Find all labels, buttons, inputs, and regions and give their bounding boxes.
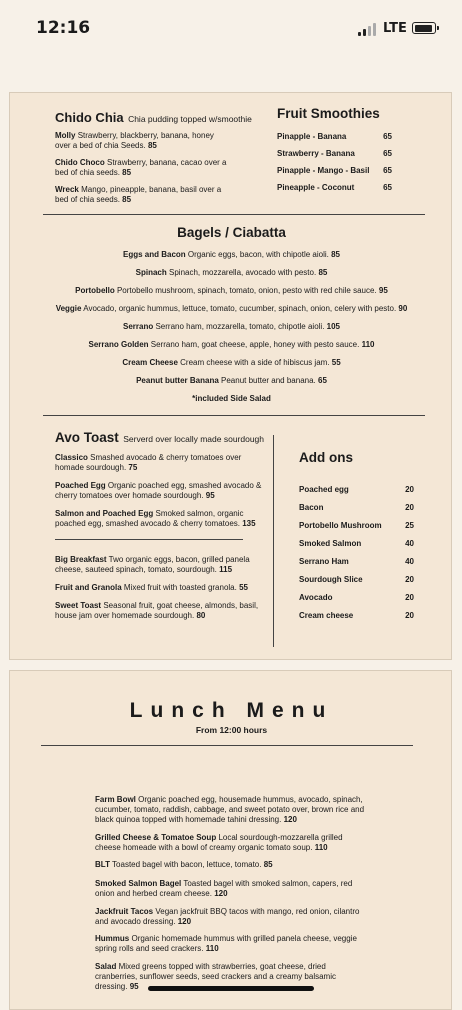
- addon-price: 20: [405, 503, 414, 512]
- avo-toast-header: [55, 428, 264, 448]
- smoothie-item: Strawberry - Banana: [277, 149, 355, 158]
- smoothie-price: 65: [383, 149, 392, 158]
- divider: [41, 745, 413, 746]
- addon-price: 20: [405, 485, 414, 494]
- smoothies-title: Fruit Smoothies: [277, 106, 380, 121]
- battery-icon: [412, 22, 436, 34]
- addon-item: Poached egg: [299, 485, 349, 494]
- menu-item: Sweet Toast Seasonal fruit, goat cheese, almonds, basil, house jam over homemade sourdough. 80: [55, 601, 259, 620]
- addon-price: 25: [405, 521, 414, 530]
- addon-item: Avocado: [299, 593, 333, 602]
- addons-title: Add ons: [299, 450, 353, 465]
- menu-item: Serrano Golden Serrano ham, goat cheese, apple, honey with pesto sauce. 110: [88, 340, 375, 349]
- menu-item: Veggie Avocado, organic hummus, lettuce, tomato, cucumber, spinach, onion, celery with pesto. 90: [55, 304, 408, 313]
- breakfast-menu-card: [9, 92, 452, 660]
- divider: [55, 539, 243, 540]
- smoothie-price: 65: [383, 132, 392, 141]
- home-indicator[interactable]: [148, 986, 314, 991]
- menu-item: Farm Bowl Organic poached egg, housemade hummus, avocado, spinach, cucumber, tomato, raddish, cabbage, and sweet potato over, brown rice and black quinoa topped with homemade tahini dressing. 120: [95, 795, 365, 824]
- menu-item: Serrano Serrano ham, mozzarella, tomato, chipotle aioli. 105: [122, 322, 341, 331]
- menu-item: Peanut butter Banana Peanut butter and banana. 65: [136, 376, 327, 385]
- addon-price: 20: [405, 575, 414, 584]
- menu-item: Portobello Portobello mushroom, spinach, tomato, onion, pesto with red chile sauce. 95: [75, 286, 388, 295]
- status-bar: [0, 0, 462, 40]
- address-bar[interactable]: [0, 40, 462, 90]
- smoothie-price: 65: [383, 183, 392, 192]
- addon-item: Sourdough Slice: [299, 575, 363, 584]
- divider: [43, 415, 425, 416]
- smoothie-item: Pineapple - Coconut: [277, 183, 355, 192]
- addon-item: Serrano Ham: [299, 557, 349, 566]
- addon-item: Portobello Mushroom: [299, 521, 382, 530]
- menu-item: Spinach Spinach, mozzarella, avocado with pesto. 85: [135, 268, 328, 277]
- addon-item: Smoked Salmon: [299, 539, 362, 548]
- addon-item: Cream cheese: [299, 611, 354, 620]
- status-time: 12:16: [36, 18, 91, 38]
- menu-item: Fruit and Granola Mixed fruit with toasted granola. 55: [55, 583, 248, 592]
- menu-item: Salmon and Poached Egg Smoked salmon, organic poached egg, smashed avocado & cherry tomatoes. 135: [55, 509, 256, 528]
- menu-item: Chido Choco Strawberry, banana, cacao over a bed of chia seeds. 85: [55, 158, 227, 177]
- lunch-menu-card: [9, 670, 452, 1010]
- chido-chia-header: [55, 108, 252, 128]
- menu-item: Smoked Salmon Bagel Toasted bagel with smoked salmon, capers, red onion and herbed cream cheese. 120: [95, 879, 353, 898]
- menu-item: Salad Mixed greens topped with strawberries, goat cheese, dried cranberries, sunflower seeds, seed crackers and a creamy balsamic dressing. 95: [95, 962, 336, 991]
- avo-toast-subtitle: Serverd over locally made sourdough: [123, 434, 265, 444]
- column-divider: [273, 435, 274, 647]
- menu-item: Classico Smashed avocado & cherry tomatoes over homade sourdough. 75: [55, 453, 242, 472]
- menu-item: Hummus Organic homemade hummus with grilled panela cheese, veggie spring rolls and seed crackers. 110: [95, 934, 357, 953]
- menu-item: Poached Egg Organic poached egg, smashed avocado & cherry tomatoes over homade sourdough. 95: [55, 481, 262, 500]
- menu-item: Cream Cheese Cream cheese with a side of hibiscus jam. 55: [122, 358, 341, 367]
- side-salad-note: *included Side Salad: [192, 394, 271, 403]
- addon-item: Bacon: [299, 503, 324, 512]
- chido-chia-title: Chido Chia: [55, 110, 124, 125]
- addon-price: 20: [405, 611, 414, 620]
- chido-chia-subtitle: Chia pudding topped w/smoothie: [128, 114, 252, 124]
- menu-item: Grilled Cheese & Tomatoe Soup Local sourdough-mozzarella grilled cheese homeade with a bowl of creamy organic tomato soup. 110: [95, 833, 343, 852]
- network-label: LTE: [383, 21, 407, 36]
- menu-item: Jackfruit Tacos Vegan jackfruit BBQ tacos with mango, red onion, cilantro and avocado dressing. 120: [95, 907, 360, 926]
- bagels-title: Bagels / Ciabatta: [177, 225, 286, 240]
- menu-item: Big Breakfast Two organic eggs, bacon, grilled panela cheese, sauteed spinach, tomato, sourdough. 115: [55, 555, 250, 574]
- smoothie-item: Pinapple - Banana: [277, 132, 347, 141]
- smoothie-price: 65: [383, 166, 392, 175]
- divider: [43, 214, 425, 215]
- signal-icon: [358, 22, 378, 36]
- addon-price: 40: [405, 539, 414, 548]
- menu-item: Molly Strawberry, blackberry, banana, honey over a bed of chia Seeds. 85: [55, 131, 214, 150]
- addon-price: 20: [405, 593, 414, 602]
- lunch-title: Lunch Menu: [129, 699, 334, 722]
- lunch-subtitle: From 12:00 hours: [195, 725, 268, 735]
- menu-item: Wreck Mango, pineapple, banana, basil over a bed of chia seeds. 85: [55, 185, 222, 204]
- menu-item: Eggs and Bacon Organic eggs, bacon, with chipotle aioli. 85: [122, 250, 341, 259]
- avo-toast-title: Avo Toast: [55, 430, 119, 445]
- addon-price: 40: [405, 557, 414, 566]
- smoothie-item: Pinapple - Mango - Basil: [277, 166, 370, 175]
- menu-item: BLT Toasted bagel with bacon, lettuce, tomato. 85: [95, 860, 273, 869]
